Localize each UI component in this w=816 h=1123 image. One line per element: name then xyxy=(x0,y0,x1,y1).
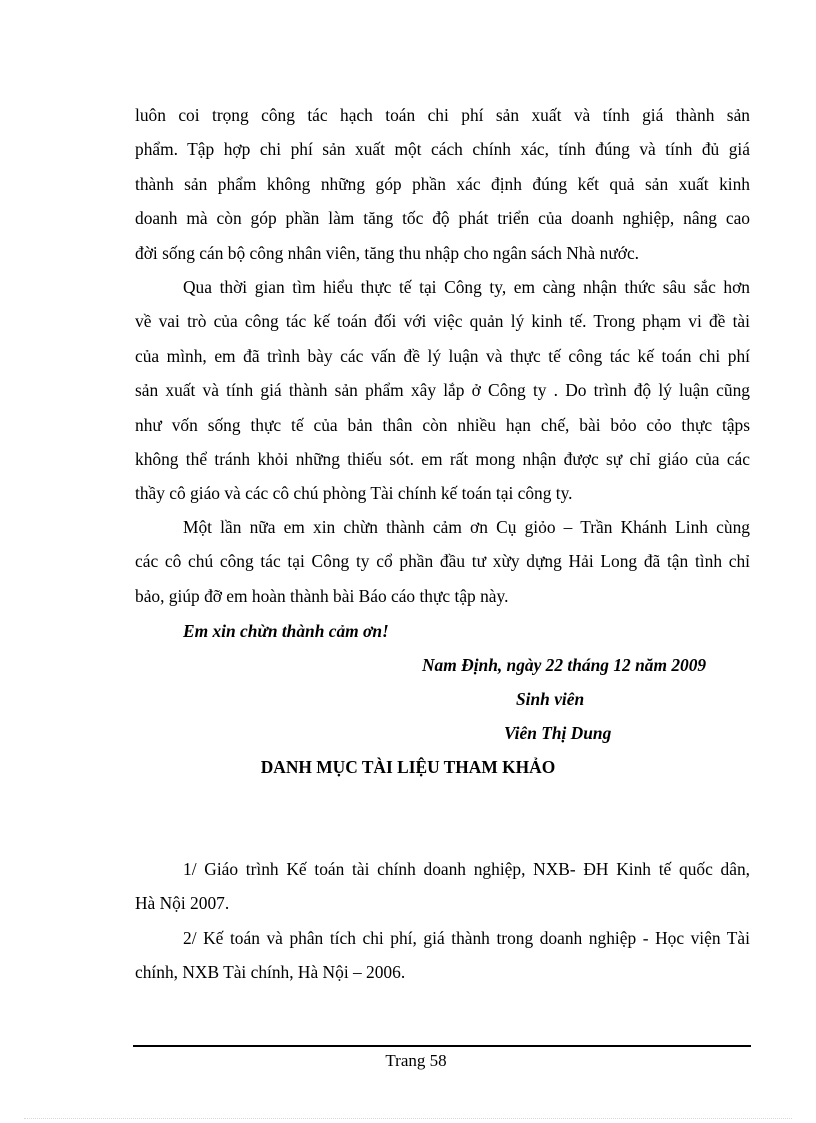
paragraph-line: luôn coi trọng công tác hạch toán chi phí sản xuất và tính giá thành sản xyxy=(135,105,750,125)
paragraph-line: Qua thời gian tìm hiểu thực tế tại Công ty, em càng nhận thức sâu sắc hơn xyxy=(183,277,750,297)
paragraph-line: thành sản phẩm không những góp phần xác định đúng kết quả sản xuất kinh xyxy=(135,173,750,194)
footer-rule xyxy=(133,1045,751,1047)
references-heading: DANH MỤC TÀI LIỆU THAM KHẢO xyxy=(260,757,556,777)
paragraph-line: các cô chú công tác tại Công ty cổ phần đầu tư xừy dựng Hải Long đã tận tình chỉ xyxy=(135,551,750,572)
reference-item-1 xyxy=(135,852,750,921)
page-bottom-border xyxy=(24,1118,792,1119)
paragraph-line: Một lần nữa em xin chừn thành cảm ơn Cụ giỏo – Trần Khánh Linh cùng xyxy=(183,517,750,537)
paragraph-conclusion-2 xyxy=(135,270,750,511)
paragraph-line: sản xuất và tính giá thành sản phẩm xây lắp ở Công ty . Do trình độ lý luận cũng xyxy=(135,380,750,401)
paragraph-line: phẩm. Tập hợp chi phí sản xuất một cách chính xác, tính đúng và tính đủ giá xyxy=(135,139,750,160)
reference-line: chính, NXB Tài chính, Hà Nội – 2006. xyxy=(135,962,406,983)
paragraph-line: thầy cô giáo và các cô chú phòng Tài chính kế toán tại công ty. xyxy=(135,483,573,504)
reference-line: 2/ Kế toán và phân tích chi phí, giá thành trong doanh nghiệp - Học viện Tài xyxy=(183,928,750,948)
reference-line: 1/ Giáo trình Kế toán tài chính doanh nghiệp, NXB- ĐH Kinh tế quốc dân, xyxy=(183,859,750,879)
signer-name: Viên Thị Dung xyxy=(504,723,612,743)
signer-role: Sinh viên xyxy=(516,689,585,709)
page-number: Trang 58 xyxy=(385,1051,447,1070)
place-date: Nam Định, ngày 22 tháng 12 năm 2009 xyxy=(422,655,707,675)
paragraph-line: bảo, giúp đỡ em hoàn thành bài Báo cáo thực tập này. xyxy=(135,585,509,606)
paragraph-line: như vốn sống thực tế của bản thân còn nhiều hạn chế, bài bỏo cỏo thực tậps xyxy=(135,414,750,435)
reference-item-2 xyxy=(135,921,750,990)
paragraph-line: doanh mà còn góp phần làm tăng tốc độ phát triển của doanh nghiệp, nâng cao xyxy=(135,208,750,229)
paragraph-line: của mình, em đã trình bày các vấn đề lý luận và thực tế công tác kế toán chi phí xyxy=(135,345,750,366)
paragraph-line: không thể tránh khỏi những thiếu sót. em rất mong nhận được sự chỉ giáo của các xyxy=(135,449,750,470)
paragraph-conclusion-1 xyxy=(135,98,750,270)
paragraph-conclusion-3 xyxy=(135,510,750,613)
reference-line: Hà Nội 2007. xyxy=(135,893,230,914)
thanks-line: Em xin chừn thành cảm ơn! xyxy=(183,621,389,641)
paragraph-line: đời sống cán bộ công nhân viên, tăng thu nhập cho ngân sách Nhà nước. xyxy=(135,242,640,263)
paragraph-line: về vai trò của công tác kế toán đối với việc quản lý kinh tế. Trong phạm vi đề tài xyxy=(135,311,750,332)
